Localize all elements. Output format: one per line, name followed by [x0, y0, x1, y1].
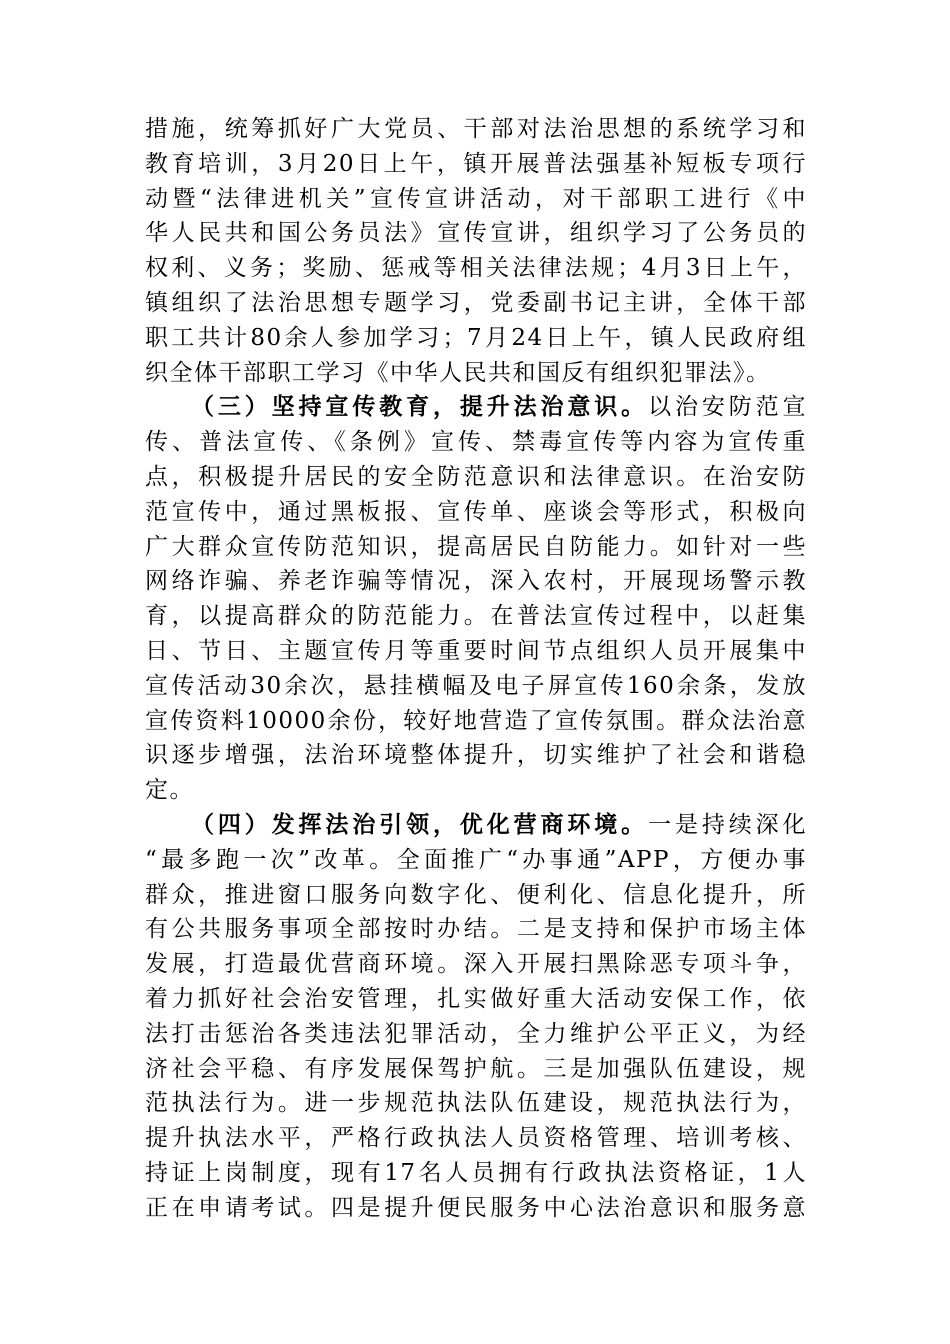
text-line: 提升执法水平，严格行政执法人员资格管理、培训考核、 [145, 1125, 807, 1152]
text-line: 有公共服务事项全部按时办结。二是支持和保护市场主体 [145, 916, 807, 943]
text-line: 职工共计80余人参加学习；7月24日上午，镇人民政府组 [145, 324, 807, 351]
text-line: 华人民共和国公务员法》宣传宣讲，组织学习了公务员的 [145, 220, 807, 247]
text-line-first [145, 390, 807, 425]
text-line: 权利、义务；奖励、惩戒等相关法律法规；4月3日上午， [145, 255, 807, 282]
text-line: 网络诈骗、养老诈骗等情况，深入农村，开展现场警示教 [145, 568, 807, 595]
text-line: 范执法行为。进一步规范执法队伍建设，规范执法行为， [145, 1090, 807, 1117]
text-line: 持证上岗制度，现有17名人员拥有行政执法资格证，1人 [145, 1159, 807, 1186]
section-heading: （三）坚持宣传教育，提升法治意识。 [191, 393, 649, 421]
text-line: 着力抓好社会治安管理，扎实做好重大活动安保工作，依 [145, 985, 807, 1012]
text-run: 以治安防范宣 [648, 394, 808, 421]
text-line: 日、节日、主题宣传月等重要时间节点组织人员开展集中 [145, 637, 807, 664]
text-line: 育，以提高群众的防范能力。在普法宣传过程中，以赶集 [145, 603, 807, 630]
text-line: 镇组织了法治思想专题学习，党委副书记主讲，全体干部 [145, 289, 807, 316]
text-line: 织全体干部职工学习《中华人民共和国反有组织犯罪法》。 [145, 359, 771, 386]
text-line: 定。 [145, 777, 194, 804]
text-line-first [145, 808, 807, 843]
text-run: 一是持续深化 [648, 811, 808, 838]
text-line: 点，积极提升居民的安全防范意识和法律意识。在治安防 [145, 463, 807, 490]
text-line: 宣传活动30余次，悬挂横幅及电子屏宣传160余条，发放 [145, 672, 807, 699]
text-line: 济社会平稳、有序发展保驾护航。三是加强队伍建设，规 [145, 1055, 807, 1082]
paragraph-1 [145, 112, 807, 390]
text-line: 范宣传中，通过黑板报、宣传单、座谈会等形式，积极向 [145, 498, 807, 525]
text-line: 教育培训，3月20日上午，镇开展普法强基补短板专项行 [145, 150, 807, 177]
text-line: 宣传资料10000余份，较好地营造了宣传氛围。群众法治意 [145, 707, 807, 734]
text-line: 传、普法宣传、《条例》宣传、禁毒宣传等内容为宣传重 [145, 429, 807, 456]
text-line: 识逐步增强，法治环境整体提升，切实维护了社会和谐稳 [145, 742, 807, 769]
text-line: 发展，打造最优营商环境。深入开展扫黑除恶专项斗争， [145, 951, 807, 978]
section-heading: （四）发挥法治引领，优化营商环境。 [191, 810, 649, 838]
paragraph-3 [145, 808, 807, 1226]
text-line: 动暨“法律进机关”宣传宣讲活动，对干部职工进行《中 [145, 185, 807, 212]
text-line: 法打击惩治各类违法犯罪活动，全力维护公平正义，为经 [145, 1020, 807, 1047]
text-line: “最多跑一次”改革。全面推广“办事通”APP，方便办事 [145, 846, 807, 873]
text-line: 群众，推进窗口服务向数字化、便利化、信息化提升，所 [145, 881, 807, 908]
document-page [145, 112, 807, 1226]
paragraph-2 [145, 390, 807, 808]
text-line: 广大群众宣传防范知识，提高居民自防能力。如针对一些 [145, 533, 807, 560]
text-line: 措施，统筹抓好广大党员、干部对法治思想的系统学习和 [145, 116, 807, 142]
text-line: 正在申请考试。四是提升便民服务中心法治意识和服务意 [145, 1194, 807, 1221]
